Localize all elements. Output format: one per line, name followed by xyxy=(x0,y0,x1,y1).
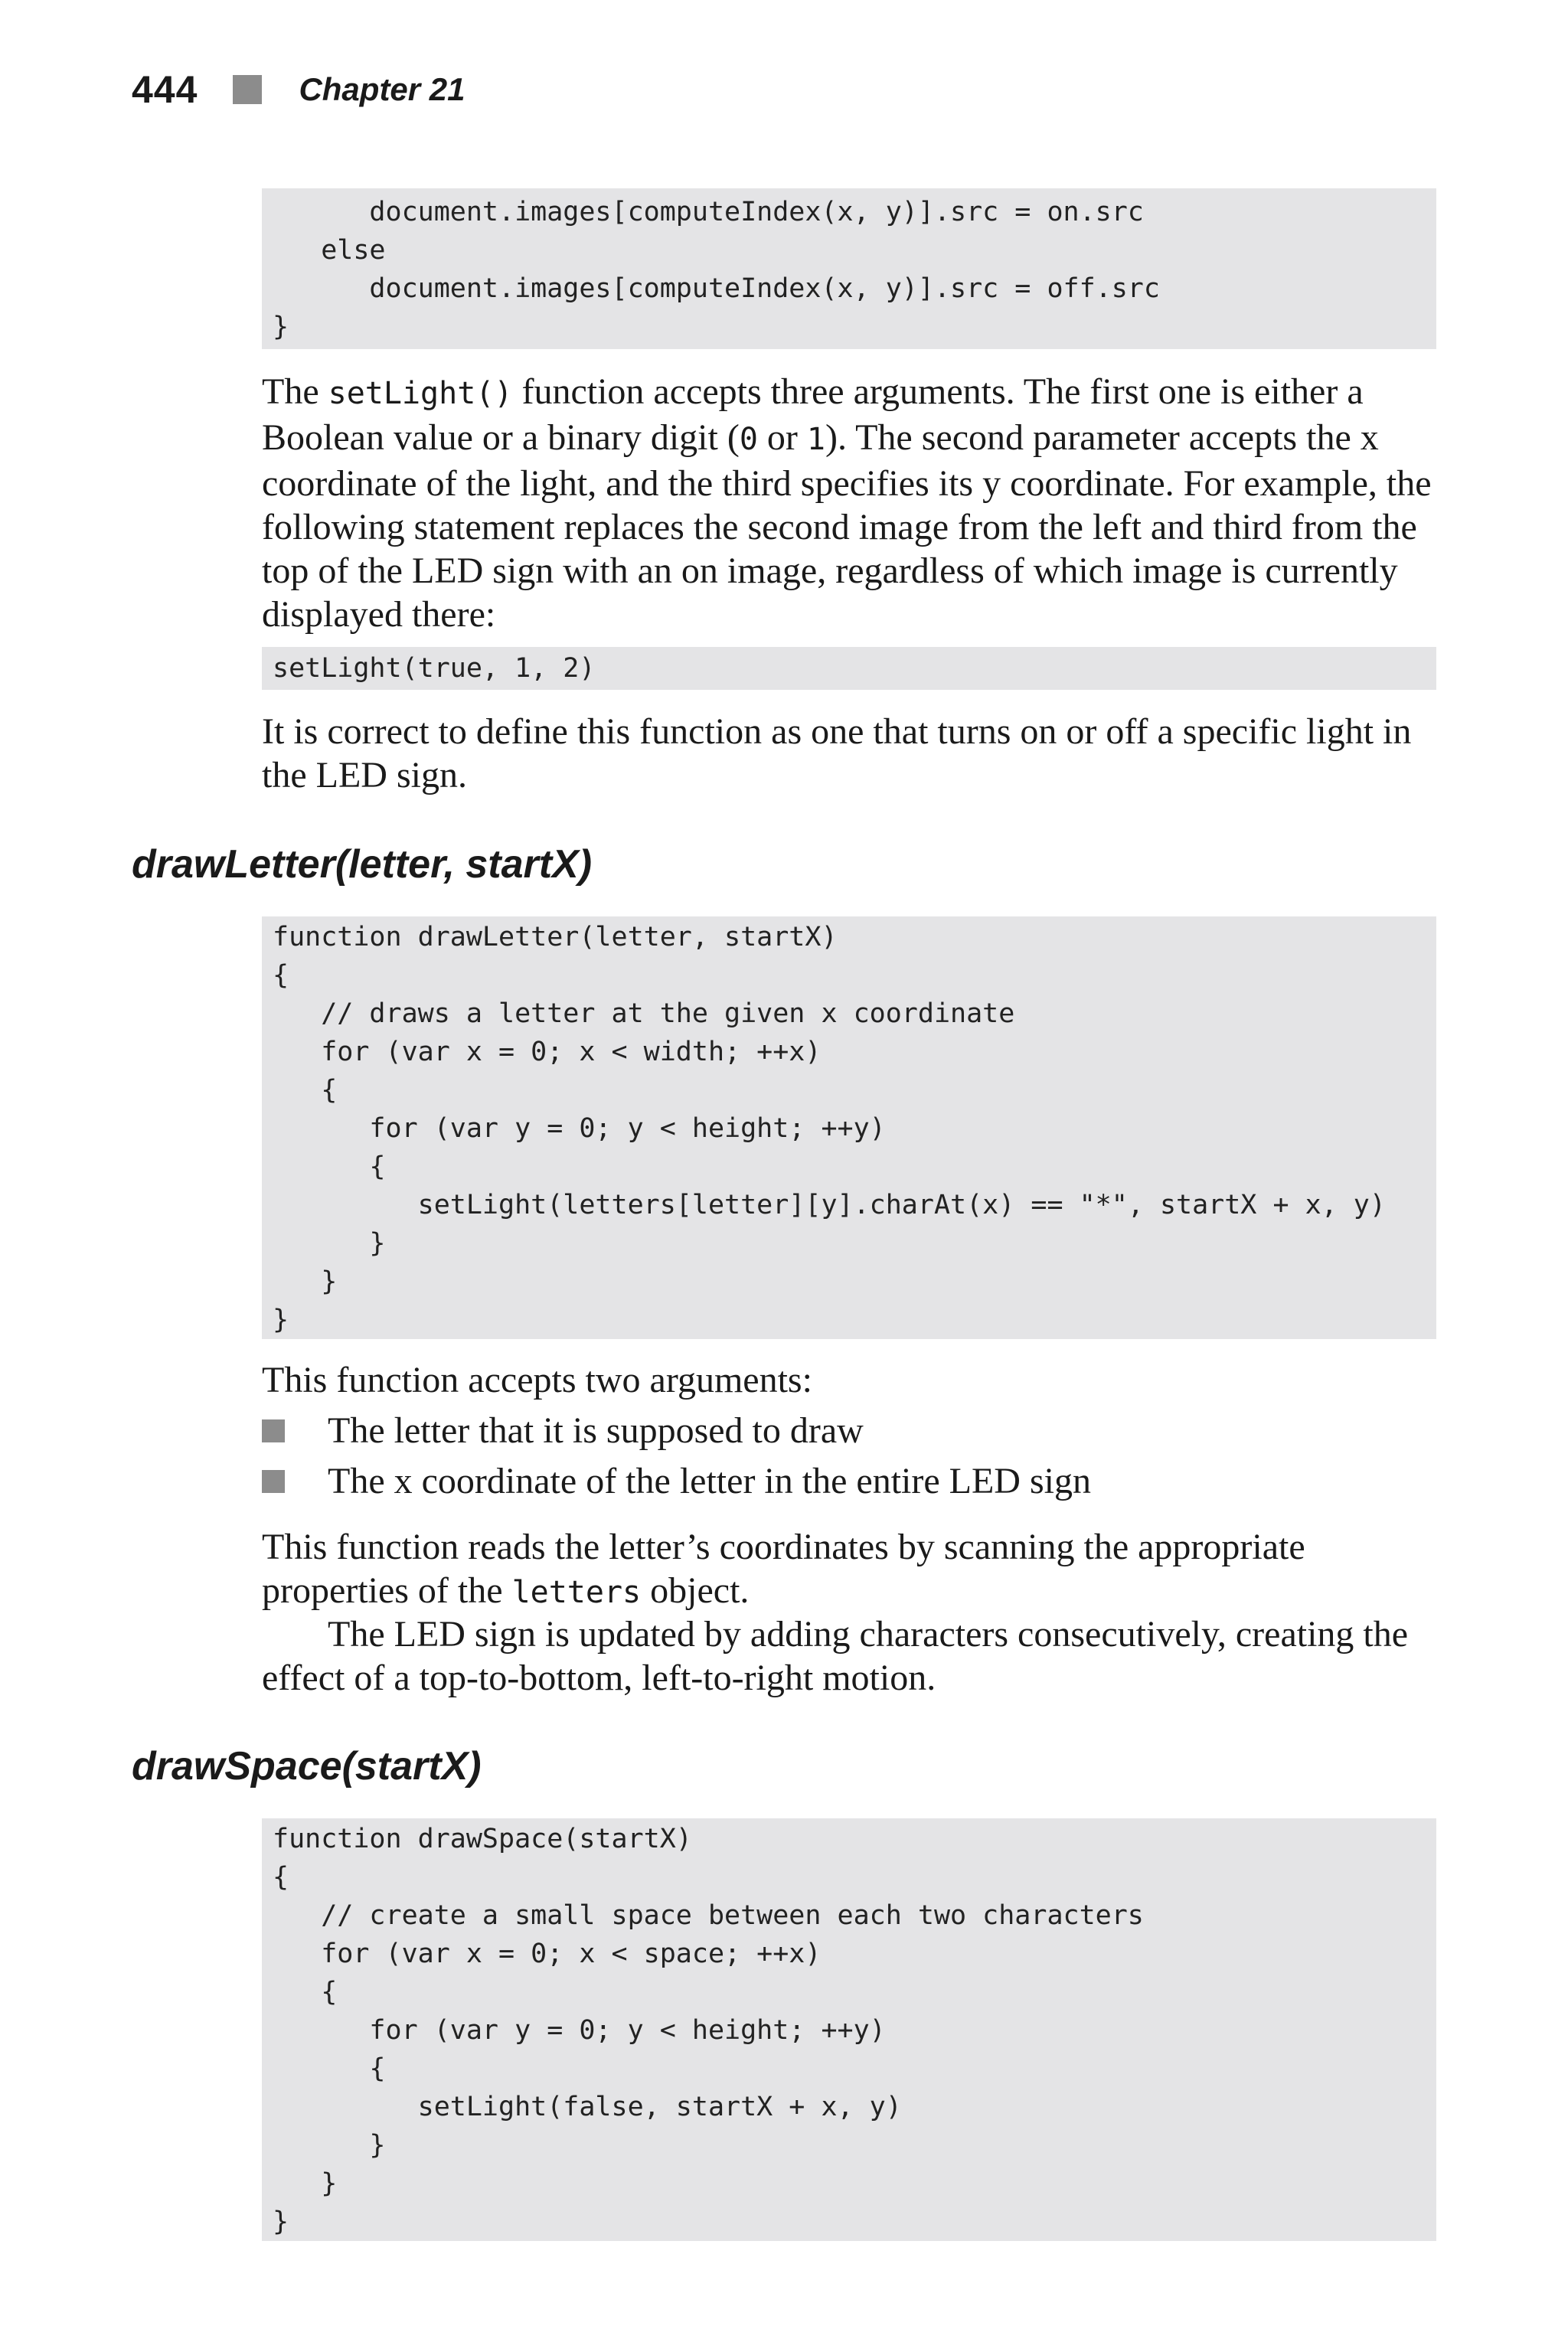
page-number: 444 xyxy=(132,68,198,111)
code-block-top: document.images[computeIndex(x, y)].src = on.src else document.images[computeIndex(x, y)].src = off.src } xyxy=(262,188,1436,349)
bullet-item: The letter that it is supposed to draw xyxy=(262,1409,864,1452)
paragraph-setlight: The setLight() function accepts three arguments. The first one is either a Boolean value or a binary digit (0 or 1). The second parameter accepts the x coordinate of the light, and the third specifies its y coordinate. For example, the following statement replaces the second image from the left and third from the top of the LED sign with an on image, regardless of which image is currently displayed there: xyxy=(262,371,1432,635)
bullet-square-icon xyxy=(262,1470,285,1493)
paragraph-two-arguments: This function accepts two arguments: xyxy=(262,1360,812,1400)
page-header xyxy=(132,67,466,112)
code-setlight-call: setLight(true, 1, 2) xyxy=(262,647,1436,690)
heading-drawspace: drawSpace(startX) xyxy=(132,1744,482,1788)
paragraph-reads: This function reads the letter’s coordinates by scanning the appropriate properties of the letters object. xyxy=(262,1527,1305,1611)
heading-drawletter: drawLetter(letter, startX) xyxy=(132,842,593,887)
code-drawletter: function drawLetter(letter, startX) { // draws a letter at the given x coordinate for (var x = 0; x < width; ++x) { for (var y = 0; y < height; ++y) { setLight(letters[letter][y].charAt(x) == "*", startX + x, y) } } } xyxy=(262,916,1436,1339)
header-square-icon xyxy=(233,75,262,104)
paragraph-correct: It is correct to define this function as one that turns on or off a specific light in the LED sign. xyxy=(262,711,1412,795)
bullet-square-icon xyxy=(262,1419,285,1442)
chapter-title: Chapter 21 xyxy=(299,71,466,107)
code-drawspace: function drawSpace(startX) { // create a small space between each two characters for (var x = 0; x < space; ++x) { for (var y = 0; y < height; ++y) { setLight(false, startX + x, y) } } } xyxy=(262,1818,1436,2241)
bullet-item: The x coordinate of the letter in the entire LED sign xyxy=(262,1459,1091,1503)
paragraph-updated: The LED sign is updated by adding characters consecutively, creating the effect of a top-to-bottom, left-to-right motion. xyxy=(262,1614,1409,1698)
